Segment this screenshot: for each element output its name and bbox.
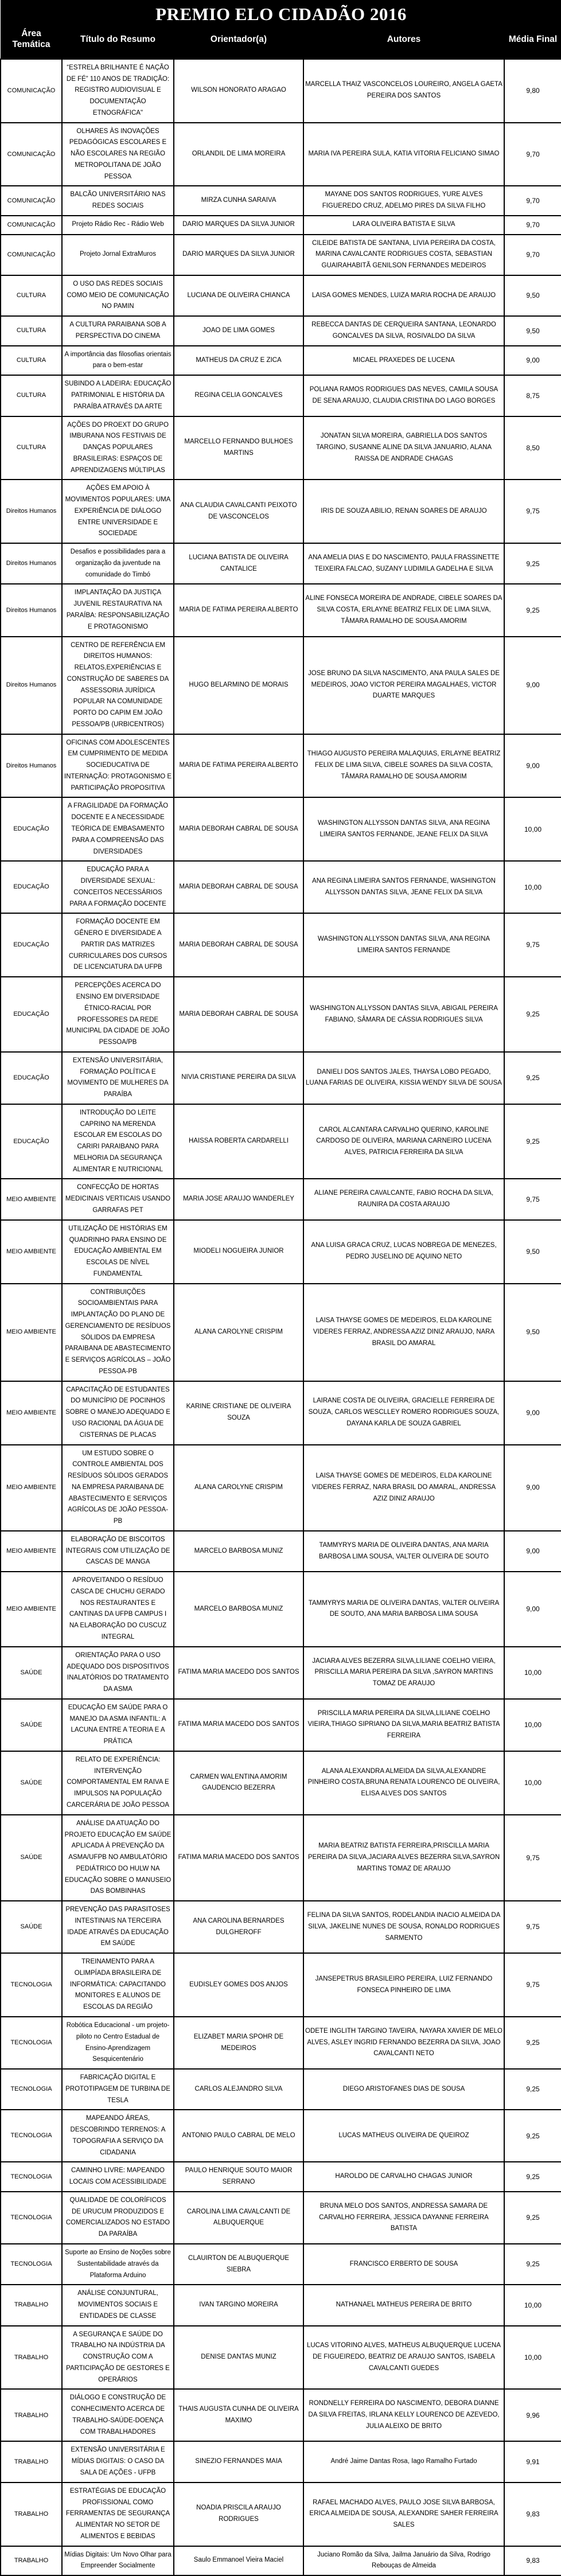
media-final-cell: 9,70 [504,186,561,216]
area-tematica-cell: Direitos Humanos [1,480,62,543]
titulo-resumo-cell: A SEGURANÇA E SAÚDE DO TRABALHO NA INDÚSTRIA DA CONSTRUÇÃO COM A PARTICIPAÇÃO DE GESTORES E OPERÁRIOS [62,2326,174,2390]
orientador-cell: DARIO MARQUES DA SILVA JUNIOR [174,216,303,235]
area-tematica-cell: COMUNICAÇÃO [1,123,62,186]
titulo-resumo-cell: CAPACITAÇÃO DE ESTUDANTES DO MUNICÍPIO DE POCINHOS SOBRE O MANEJO ADEQUADO E USO RACIONAL DA ÁGUA DE CISTERNAS DE PLACAS [62,1381,174,1445]
titulo-resumo-cell: AÇÕES EM APOIO À MOVIMENTOS POPULARES: UMA EXPERIÊNCIA DE DIÁLOGO ENTRE UNIVERSIDADE E SOCIEDADE [62,480,174,543]
titulo-resumo-cell: ELABORAÇÃO DE BISCOITOS INTEGRAIS COM UTILIZAÇÃO DE CASCAS DE MANGA [62,1531,174,1572]
orientador-cell: PAULO HENRIQUE SOUTO MAIOR SERRANO [174,2162,303,2192]
area-tematica-cell: TECNOLOGIA [1,2244,62,2285]
titulo-resumo-cell: EDUCAÇÃO PARA A DIVERSIDADE SEXUAL: CONCEITOS NECESSÁRIOS PARA A FORMAÇÃO DOCENTE [62,861,174,913]
autores-cell: DIEGO ARISTOFANES DIAS DE SOUSA [303,2069,504,2110]
table-row [1,1052,561,1104]
media-final-cell: 9,25 [504,1104,561,1179]
titulo-resumo-cell: A CULTURA PARAIBANA SOB A PERSPECTIVA DO CINEMA [62,316,174,346]
orientador-cell: MARIA DEBORAH CABRAL DE SOUSA [174,797,303,861]
autores-cell: ALINE FONSECA MOREIRA DE ANDRADE, CIBELE SOARES DA SILVA COSTA, ERLAYNE BEATRIZ FELIX DE LIMA SILVA, TÂMARA RAMALHO DE SOUSA AMORIM [303,584,504,636]
table-row [1,1445,561,1531]
autores-cell: RAFAEL MACHADO ALVES, PAULO JOSE SILVA BARBOSA, ERICA ALMEIDA DE SOUSA, ALEXANDRE SAHER FERREIRA SALES [303,2483,504,2546]
media-final-cell: 9,00 [504,346,561,376]
table-row [1,1381,561,1445]
area-tematica-cell: TRABALHO [1,2441,62,2482]
page-title: PREMIO ELO CIDADÃO 2016 [1,0,561,25]
titulo-resumo-cell: TREINAMENTO PARA A OLIMPÍADA BRASILEIRA DE INFORMÁTICA: CAPACITANDO MONITORES E ALUNOS DE ESCOLAS DA REGIÃO [62,1953,174,2017]
table-row [1,1647,561,1699]
autores-cell: André Jaime Dantas Rosa, Iago Ramalho Furtado [303,2441,504,2482]
titulo-resumo-cell: Projeto Rádio Rec - Rádio Web [62,216,174,235]
autores-cell: FELINA DA SILVA SANTOS, RODELANDIA INACIO ALMEIDA DA SILVA, JAKELINE NUNES DE SOUSA, RONALDO RODRIGUES SARMENTO [303,1901,504,1953]
table-row [1,235,561,275]
area-tematica-cell: Direitos Humanos [1,637,62,734]
titulo-resumo-cell: A FRAGILIDADE DA FORMAÇÃO DOCENTE E A NECESSIDADE TEÓRICA DE EMBASAMENTO PARA A COMPREENSÃO DAS DIVERSIDADES [62,797,174,861]
autores-cell: LAISA THAYSE GOMES DE MEDEIROS, ELDA KAROLINE VIDERES FERRAZ, NARA BRASIL DO AMARAL, ANDRESSA AZIZ DINIZ ARAUJO [303,1445,504,1531]
media-final-cell: 9,75 [504,480,561,543]
table-row [1,1220,561,1284]
autores-cell: NATHANAEL MATHEUS PEREIRA DE BRITO [303,2285,504,2325]
orientador-cell: MIRZA CUNHA SARAIVA [174,186,303,216]
area-tematica-cell: TRABALHO [1,2483,62,2546]
autores-cell: TAMMYRYS MARIA DE OLIVEIRA DANTAS, ANA MARIA BARBOSA LIMA SOUSA, VALTER OLIVEIRA DE SOUTO [303,1531,504,1572]
orientador-cell: MARCELO BARBOSA MUNIZ [174,1531,303,1572]
orientador-cell: FATIMA MARIA MACEDO DOS SANTOS [174,1815,303,1901]
orientador-cell: NIVIA CRISTIANE PEREIRA DA SILVA [174,1052,303,1104]
media-final-cell: 9,25 [504,2162,561,2192]
media-final-cell: 9,25 [504,2192,561,2244]
orientador-cell: MARIA DEBORAH CABRAL DE SOUSA [174,913,303,977]
titulo-resumo-cell: PERCEPÇÕES ACERCA DO ENSINO EM DIVERSIDADE ÉTNICO-RACIAL POR PROFESSORES DA REDE MUNICIPAL DA CIDADE DE JOÃO PESSOA/PB [62,977,174,1052]
area-tematica-cell: TECNOLOGIA [1,2017,62,2069]
table-row [1,543,561,584]
area-tematica-cell: MEIO AMBIENTE [1,1381,62,1445]
media-final-cell: 10,00 [504,1647,561,1699]
autores-cell: WASHINGTON ALLYSSON DANTAS SILVA, ABIGAIL PEREIRA FABIANO, SÂMARA DE CÁSSIA RODRIGUES SILVA [303,977,504,1052]
autores-cell: THIAGO AUGUSTO PEREIRA MALAQUIAS, ERLAYNE BEATRIZ FELIX DE LIMA SILVA, CIBELE SOARES DA SILVA COSTA, TÂMARA RAMALHO DE SOUSA AMORIM [303,734,504,798]
orientador-cell: MARCELLO FERNANDO BULHOES MARTINS [174,416,303,480]
area-tematica-cell: TECNOLOGIA [1,1953,62,2017]
orientador-cell: NOADIA PRISCILA ARAUJO RODRIGUES [174,2483,303,2546]
titulo-resumo-cell: FABRICAÇÃO DIGITAL E PROTOTIPAGEM DE TURBINA DE TESLA [62,2069,174,2110]
autores-cell: ANA REGINA LIMEIRA SANTOS FERNANDE, WASHINGTON ALLYSSON DANTAS SILVA, JEANE FELIX DA SILVA [303,861,504,913]
table-row [1,977,561,1052]
table-row [1,416,561,480]
autores-cell: CILEIDE BATISTA DE SANTANA, LIVIA PEREIRA DA COSTA, MARINA CAVALCANTE RODRIGUES COSTA, SEBASTIAN GUAIRAHABITÃ GENILSON FERNANDES MEDEIROS [303,235,504,275]
titulo-resumo-cell: Mídias Digitais: Um Novo Olhar para Empreender Socialmente [62,2546,174,2576]
table-row [1,1815,561,1901]
titulo-resumo-cell: Suporte ao Ensino de Noções sobre Sustentabilidade através da Plataforma Arduino [62,2244,174,2285]
autores-cell: POLIANA RAMOS RODRIGUES DAS NEVES, CAMILA SOUSA DE SENA ARAUJO, CLAUDIA CRISTINA DO LAGO BORGES [303,375,504,416]
area-tematica-cell: EDUCAÇÃO [1,1052,62,1104]
autores-cell: ALANA ALEXANDRA ALMEIDA DA SILVA,ALEXANDRE PINHEIRO COSTA,BRUNA RENATA LOURENCO DE OLIVEIRA, ELISA ALVES DOS SANTOS [303,1751,504,1815]
area-tematica-cell: MEIO AMBIENTE [1,1284,62,1381]
media-final-cell: 9,96 [504,2389,561,2441]
orientador-cell: FATIMA MARIA MACEDO DOS SANTOS [174,1647,303,1699]
table-body [1,59,561,2575]
autores-cell: FRANCISCO ERBERTO DE SOUSA [303,2244,504,2285]
title-banner [1,0,561,25]
autores-cell: LAISA THAYSE GOMES DE MEDEIROS, ELDA KAROLINE VIDERES FERRAZ, ANDRESSA AZIZ DINIZ ARAUJO, NARA BRASIL DO AMARAL [303,1284,504,1381]
autores-cell: WASHINGTON ALLYSSON DANTAS SILVA, ANA REGINA LIMEIRA SANTOS FERNANDE [303,913,504,977]
orientador-cell: ALANA CAROLYNE CRISPIM [174,1445,303,1531]
table-row [1,2441,561,2482]
titulo-resumo-cell: ESTRATÉGIAS DE EDUCAÇÃO PROFISSIONAL COMO FERRAMENTAS DE SEGURANÇA ALIMENTAR NO SETOR DE ALIMENTOS E BEBIDAS [62,2483,174,2546]
table-row [1,1284,561,1381]
titulo-resumo-cell: MAPEANDO ÁREAS, DESCOBRINDO TERRENOS: A TOPOGRAFIA A SERVIÇO DA CIDADANIA [62,2110,174,2162]
titulo-resumo-cell: CONTRIBUIÇÕES SOCIOAMBIENTAIS PARA IMPLANTAÇÃO DO PLANO DE GERENCIAMENTO DE RESÍDUOS SÓLIDOS DA EMPRESA PARAIBANA DE ABASTECIMENTO E SERVIÇOS AGRÍCOLAS – JOÃO PESSOA-PB [62,1284,174,1381]
titulo-resumo-cell: ANÁLISE DA ATUAÇÃO DO PROJETO EDUCAÇÃO EM SAÚDE APLICADA À PREVENÇÃO DA ASMA/UFPB NO AMBULATÓRIO PEDIÁTRICO DO HULW NA EDUCAÇÃO SOBRE O MANUSEIO DAS BOMBINHAS [62,1815,174,1901]
autores-cell: RONDNELLY FERREIRA DO NASCIMENTO, DEBORA DIANNE DA SILVA FREITAS, IRLANA KELLY LOURENCO DE AZEVEDO, JULIA ALEIXO DE BRITO [303,2389,504,2441]
orientador-cell: DARIO MARQUES DA SILVA JUNIOR [174,235,303,275]
table-row [1,637,561,734]
titulo-resumo-cell: APROVEITANDO O RESÍDUO CASCA DE CHUCHU GERADO NOS RESTAURANTES E CANTINAS DA UFPB CAMPUS I NA ELABORAÇÃO DO CUSCUZ INTEGRAL [62,1572,174,1647]
orientador-cell: MARIA DE FATIMA PEREIRA ALBERTO [174,734,303,798]
area-tematica-cell: CULTURA [1,416,62,480]
media-final-cell: 9,83 [504,2483,561,2546]
area-tematica-cell: SAÚDE [1,1647,62,1699]
titulo-resumo-cell: DIÁLOGO E CONSTRUÇÃO DE CONHECIMENTO ACERCA DE TRABALHO-SAÚDE-DOENÇA COM TRABALHADORES [62,2389,174,2441]
media-final-cell: 9,25 [504,2110,561,2162]
autores-cell: MICAEL PRAXEDES DE LUCENA [303,346,504,376]
area-tematica-cell: MEIO AMBIENTE [1,1572,62,1647]
media-final-cell: 9,70 [504,216,561,235]
table-row [1,913,561,977]
table-row [1,2546,561,2576]
media-final-cell: 10,00 [504,2326,561,2390]
area-tematica-cell: Direitos Humanos [1,734,62,798]
area-tematica-cell: TECNOLOGIA [1,2192,62,2244]
orientador-cell: FATIMA MARIA MACEDO DOS SANTOS [174,1699,303,1751]
table-row [1,2326,561,2390]
media-final-cell: 10,00 [504,1699,561,1751]
table-row [1,316,561,346]
titulo-resumo-cell: O USO DAS REDES SOCIAIS COMO MEIO DE COMUNICAÇÃO NO PAMIN [62,275,174,316]
area-tematica-cell: TRABALHO [1,2389,62,2441]
titulo-resumo-cell: OFICINAS COM ADOLESCENTES EM CUMPRIMENTO DE MEDIDA SOCIEDUCATIVA DE INTERNAÇÃO: PROTAGONISMO E PARTICIPAÇÃO PROPOSITIVA [62,734,174,798]
column-header-row [1,25,561,59]
table-row [1,2244,561,2285]
table-row [1,275,561,316]
area-tematica-cell: CULTURA [1,275,62,316]
titulo-resumo-cell: CONFECÇÃO DE HORTAS MEDICINAIS VERTICAIS USANDO GARRAFAS PET [62,1179,174,1219]
col-header-orientador: Orientador(a) [174,25,303,59]
autores-cell: JANSEPETRUS BRASILEIRO PEREIRA, LUIZ FERNANDO FONSECA PINHEIRO DE LIMA [303,1953,504,2017]
titulo-resumo-cell: AÇÕES DO PROEXT DO GRUPO IMBURANA NOS FESTIVAIS DE DANÇAS POPULARES BRASILEIRAS: ESPAÇOS DE APRENDIZAGENS MÚLTIPLAS [62,416,174,480]
autores-cell: CAROL ALCANTARA CARVALHO QUERINO, KAROLINE CARDOSO DE OLIVEIRA, MARIANA CARNEIRO LUCENA ALVES, PATRICIA FERREIRA DA SILVA [303,1104,504,1179]
autores-cell: ANA LUISA GRACA CRUZ, LUCAS NOBREGA DE MENEZES, PEDRO JUSELINO DE AQUINO NETO [303,1220,504,1284]
titulo-resumo-cell: BALCÃO UNIVERSITÁRIO NAS REDES SOCIAIS [62,186,174,216]
area-tematica-cell: TECNOLOGIA [1,2069,62,2110]
orientador-cell: MARIA DE FATIMA PEREIRA ALBERTO [174,584,303,636]
titulo-resumo-cell: Robótica Educacional - um projeto-piloto no Centro Estadual de Ensino-Aprendizagem Sesquicentenário [62,2017,174,2069]
area-tematica-cell: COMUNICAÇÃO [1,59,62,123]
orientador-cell: REGINA CELIA GONCALVES [174,375,303,416]
table-row [1,59,561,123]
table-row [1,2483,561,2546]
table-row [1,2389,561,2441]
table-row [1,1572,561,1647]
titulo-resumo-cell: RELATO DE EXPERIÊNCIA: INTERVENÇÃO COMPORTAMENTAL EM RAIVA E IMPULSOS NA POPULAÇÃO CARCERÁRIA DE JOÃO PESSOA [62,1751,174,1815]
table-row [1,584,561,636]
media-final-cell: 9,70 [504,123,561,186]
media-final-cell: 9,25 [504,2069,561,2110]
table-row [1,2110,561,2162]
orientador-cell: JOAO DE LIMA GOMES [174,316,303,346]
media-final-cell: 9,75 [504,1953,561,2017]
autores-cell: REBECCA DANTAS DE CERQUEIRA SANTANA, LEONARDO GONCALVES DA SILVA, ROSIVALDO DA SILVA [303,316,504,346]
table-row [1,2162,561,2192]
media-final-cell: 9,50 [504,1284,561,1381]
area-tematica-cell: TECNOLOGIA [1,2110,62,2162]
col-header-titulo-resumo: Título do Resumo [62,25,174,59]
area-tematica-cell: TECNOLOGIA [1,2162,62,2192]
autores-cell: LAIRANE COSTA DE OLIVEIRA, GRACIELLE FERREIRA DE SOUZA, CARLOS WESCLLEY ROMERO RODRIGUES SOUZA, DAYANA KARLA DE SOUZA GABRIEL [303,1381,504,1445]
media-final-cell: 9,75 [504,913,561,977]
orientador-cell: ORLANDIL DE LIMA MOREIRA [174,123,303,186]
area-tematica-cell: SAÚDE [1,1815,62,1901]
autores-cell: MARIA BEATRIZ BATISTA FERREIRA,PRISCILLA MARIA PEREIRA DA SILVA,JACIARA ALVES BEZERRA SILVA,SAYRON MARTINS TOMAZ DE ARAUJO [303,1815,504,1901]
orientador-cell: MARCELO BARBOSA MUNIZ [174,1572,303,1647]
table-row [1,480,561,543]
orientador-cell: MARIA JOSE ARAUJO WANDERLEY [174,1179,303,1219]
media-final-cell: 8,75 [504,375,561,416]
area-tematica-cell: EDUCAÇÃO [1,977,62,1052]
table-row [1,797,561,861]
autores-cell: JONATAN SILVA MOREIRA, GABRIELLA DOS SANTOS TARGINO, SUSANNE ALINE DA SILVA JANUARIO, ALANA RAISSA DE ANDRADE CHAGAS [303,416,504,480]
area-tematica-cell: COMUNICAÇÃO [1,186,62,216]
autores-cell: ANA AMELIA DIAS E DO NASCIMENTO, PAULA FRASSINETTE TEIXEIRA FALCAO, SUZANY LUDIMILA GADELHA E SILVA [303,543,504,584]
autores-cell: MARCELLA THAIZ VASCONCELOS LOUREIRO, ANGELA GAETA PEREIRA DOS SANTOS [303,59,504,123]
area-tematica-cell: TRABALHO [1,2326,62,2390]
orientador-cell: CAROLINA LIMA CAVALCANTI DE ALBUQUERQUE [174,2192,303,2244]
titulo-resumo-cell: EXTENSÃO UNIVERSITÁRIA E MÍDIAS DIGITAIS: O CASO DA SALA DE AÇÕES - UFPB [62,2441,174,2482]
media-final-cell: 9,25 [504,584,561,636]
table-header [1,0,561,59]
autores-cell: MARIA IVA PEREIRA SULA, KATIA VITORIA FELICIANO SIMAO [303,123,504,186]
media-final-cell: 9,75 [504,1815,561,1901]
col-header-area-tematica: Área Temática [1,25,62,59]
col-header-autores: Autores [303,25,504,59]
titulo-resumo-cell: CAMINHO LIVRE: MAPEANDO LOCAIS COM ACESSIBILIDADE [62,2162,174,2192]
area-tematica-cell: SAÚDE [1,1699,62,1751]
orientador-cell: MIODELI NOGUEIRA JUNIOR [174,1220,303,1284]
autores-cell: MAYANE DOS SANTOS RODRIGUES, YURE ALVES FIGUEREDO CRUZ, ADELMO PIRES DA SILVA FILHO [303,186,504,216]
area-tematica-cell: COMUNICAÇÃO [1,216,62,235]
orientador-cell: HUGO BELARMINO DE MORAIS [174,637,303,734]
orientador-cell: MARIA DEBORAH CABRAL DE SOUSA [174,977,303,1052]
titulo-resumo-cell: IMPLANTAÇÃO DA JUSTIÇA JUVENIL RESTAURATIVA NA PARAÍBA: RESPONSABILIZAÇÃO E PROTAGONISMO [62,584,174,636]
titulo-resumo-cell: EDUCAÇÃO EM SAÚDE PARA O MANEJO DA ASMA INFANTIL: A LACUNA ENTRE A TEORIA E A PRÁTICA [62,1699,174,1751]
area-tematica-cell: TRABALHO [1,2546,62,2576]
orientador-cell: HAISSA ROBERTA CARDARELLI [174,1104,303,1179]
orientador-cell: CLAUIRTON DE ALBUQUERQUE SIEBRA [174,2244,303,2285]
media-final-cell: 9,00 [504,1572,561,1647]
media-final-cell: 9,25 [504,543,561,584]
orientador-cell: Saulo Emmanoel Vieira Maciel [174,2546,303,2576]
media-final-cell: 9,00 [504,637,561,734]
media-final-cell: 10,00 [504,2285,561,2325]
orientador-cell: IVAN TARGINO MOREIRA [174,2285,303,2325]
titulo-resumo-cell: SUBINDO A LADEIRA: EDUCAÇÃO PATRIMONIAL E HISTÓRIA DA PARAÍBA ATRAVÉS DA ARTE [62,375,174,416]
autores-cell: ALIANE PEREIRA CAVALCANTE, FABIO ROCHA DA SILVA, RAUNIRA DA COSTA ARAUJO [303,1179,504,1219]
autores-cell: WASHINGTON ALLYSSON DANTAS SILVA, ANA REGINA LIMEIRA SANTOS FERNANDE, JEANE FELIX DA SILVA [303,797,504,861]
area-tematica-cell: EDUCAÇÃO [1,1104,62,1179]
area-tematica-cell: SAÚDE [1,1901,62,1953]
titulo-resumo-cell: OLHARES ÀS INOVAÇÕES PEDAGÓGICAS ESCOLARES E NÃO ESCOLARES NA REGIÃO METROPOLITANA DE JOÃO PESSOA [62,123,174,186]
autores-cell: ODETE INGLITH TARGINO TAVEIRA, NAYARA XAVIER DE MELO ALVES, ASLEY INGRID FERNANDO BEZERRA DA SILVA, JOAO CAVALCANTI NETO [303,2017,504,2069]
titulo-resumo-cell: UM ESTUDO SOBRE O CONTROLE AMBIENTAL DOS RESÍDUOS SÓLIDOS GERADOS NA EMPRESA PARAIBANA DE ABASTECIMENTO E SERVIÇOS AGRÍCOLAS DE JOÃO PESSOA-PB [62,1445,174,1531]
titulo-resumo-cell: A importância das filosofias orientais para o bem-estar [62,346,174,376]
titulo-resumo-cell: UTILIZAÇÃO DE HISTÓRIAS EM QUADRINHO PARA ENSINO DE EDUCAÇÃO AMBIENTAL EM ESCOLAS DE NÍVEL FUNDAMENTAL [62,1220,174,1284]
autores-cell: IRIS DE SOUZA ABILIO, RENAN SOARES DE ARAUJO [303,480,504,543]
table-row [1,1179,561,1219]
table-row [1,734,561,798]
area-tematica-cell: TRABALHO [1,2285,62,2325]
area-tematica-cell: Direitos Humanos [1,584,62,636]
table-row [1,2192,561,2244]
autores-cell: Juciano Romão da Silva, Jailma Januário da Silva, Rodrigo Rebouças de Almeida [303,2546,504,2576]
media-final-cell: 9,75 [504,1901,561,1953]
orientador-cell: THAIS AUGUSTA CUNHA DE OLIVEIRA MAXIMO [174,2389,303,2441]
area-tematica-cell: CULTURA [1,346,62,376]
media-final-cell: 10,00 [504,861,561,913]
titulo-resumo-cell: EXTENSÃO UNIVERSITÁRIA, FORMAÇÃO POLÍTICA E MOVIMENTO DE MULHERES DA PARAÍBA [62,1052,174,1104]
table-row [1,2069,561,2110]
media-final-cell: 9,00 [504,1381,561,1445]
autores-cell: JACIARA ALVES BEZERRA SILVA,LILIANE COELHO VIEIRA, PRISCILLA MARIA PEREIRA DA SILVA ,SAYRON MARTINS TOMAZ DE ARAUJO [303,1647,504,1699]
table-row [1,1104,561,1179]
table-row [1,1953,561,2017]
area-tematica-cell: MEIO AMBIENTE [1,1531,62,1572]
table-row [1,2285,561,2325]
table-row [1,2017,561,2069]
titulo-resumo-cell: ANÁLISE CONJUNTURAL, MOVIMENTOS SOCIAIS E ENTIDADES DE CLASSE [62,2285,174,2325]
table-row [1,1699,561,1751]
orientador-cell: WILSON HONORATO ARAGAO [174,59,303,123]
area-tematica-cell: CULTURA [1,316,62,346]
media-final-cell: 9,00 [504,1531,561,1572]
media-final-cell: 9,75 [504,1179,561,1219]
orientador-cell: ANA CAROLINA BERNARDES DULGHEROFF [174,1901,303,1953]
media-final-cell: 9,25 [504,977,561,1052]
autores-cell: DANIELI DOS SANTOS JALES, THAYSA LOBO PEGADO, LUANA FARIAS DE OLIVEIRA, KISSIA WENDY SILVA DE SOUSA [303,1052,504,1104]
titulo-resumo-cell: Projeto Jornal ExtraMuros [62,235,174,275]
table-row [1,1531,561,1572]
orientador-cell: ALANA CAROLYNE CRISPIM [174,1284,303,1381]
orientador-cell: MARIA DEBORAH CABRAL DE SOUSA [174,861,303,913]
orientador-cell: LUCIANA DE OLIVEIRA CHIANCA [174,275,303,316]
autores-cell: JOSE BRUNO DA SILVA NASCIMENTO, ANA PAULA SALES DE MEDEIROS, JOAO VICTOR PEREIRA MAGALHAES, VICTOR DUARTE MARQUES [303,637,504,734]
orientador-cell: ANA CLAUDIA CAVALCANTI PEIXOTO DE VASCONCELOS [174,480,303,543]
area-tematica-cell: EDUCAÇÃO [1,797,62,861]
orientador-cell: ANTONIO PAULO CABRAL DE MELO [174,2110,303,2162]
media-final-cell: 9,83 [504,2546,561,2576]
titulo-resumo-cell: PREVENÇÃO DAS PARASITOSES INTESTINAIS NA TERCEIRA IDADE ATRAVÉS DA EDUCAÇÃO EM SAÚDE [62,1901,174,1953]
media-final-cell: 9,50 [504,275,561,316]
media-final-cell: 9,25 [504,2017,561,2069]
table-row [1,1901,561,1953]
area-tematica-cell: MEIO AMBIENTE [1,1220,62,1284]
autores-cell: LAISA GOMES MENDES, LUIZA MARIA ROCHA DE ARAUJO [303,275,504,316]
titulo-resumo-cell: “ESTRELA BRILHANTE É NAÇÃO DE FÉ” 110 ANOS DE TRADIÇÃO: REGISTRO AUDIOVISUAL E DOCUMENTAÇÃO ETNOGRÁFICA" [62,59,174,123]
media-final-cell: 9,50 [504,316,561,346]
media-final-cell: 9,25 [504,1052,561,1104]
orientador-cell: CARMEN WALENTINA AMORIM GAUDENCIO BEZERRA [174,1751,303,1815]
autores-cell: LUCAS VITORINO ALVES, MATHEUS ALBUQUERQUE LUCENA DE FIGUEIREDO, BEATRIZ DE ARAUJO SANTOS, ISABELA CAVALCANTI GUEDES [303,2326,504,2390]
orientador-cell: EUDISLEY GOMES DOS ANJOS [174,1953,303,2017]
orientador-cell: SINEZIO FERNANDES MAIA [174,2441,303,2482]
orientador-cell: MATHEUS DA CRUZ E ZICA [174,346,303,376]
area-tematica-cell: COMUNICAÇÃO [1,235,62,275]
area-tematica-cell: MEIO AMBIENTE [1,1179,62,1219]
table-row [1,123,561,186]
table-row [1,186,561,216]
area-tematica-cell: EDUCAÇÃO [1,861,62,913]
media-final-cell: 9,25 [504,2244,561,2285]
autores-cell: BRUNA MELO DOS SANTOS, ANDRESSA SAMARA DE CARVALHO FERREIRA, JESSICA DAYANNE FERREIRA BATISTA [303,2192,504,2244]
table-row [1,216,561,235]
area-tematica-cell: MEIO AMBIENTE [1,1445,62,1531]
media-final-cell: 9,80 [504,59,561,123]
orientador-cell: DENISE DANTAS MUNIZ [174,2326,303,2390]
titulo-resumo-cell: FORMAÇÃO DOCENTE EM GÊNERO E DIVERSIDADE A PARTIR DAS MATRIZES CURRICULARES DOS CURSOS DE LICENCIATURA DA UFPB [62,913,174,977]
titulo-resumo-cell: Desafios e possibilidades para a organização da juventude na comunidade do Timbó [62,543,174,584]
titulo-resumo-cell: INTRODUÇÃO DO LEITE CAPRINO NA MERENDA ESCOLAR EM ESCOLAS DO CARIRI PARAIBANO PARA MELHORIA DA SEGURANÇA ALIMENTAR E NUTRICIONAL [62,1104,174,1179]
autores-cell: TAMMYRYS MARIA DE OLIVEIRA DANTAS, VALTER OLIVEIRA DE SOUTO, ANA MARIA BARBOSA LIMA SOUSA [303,1572,504,1647]
area-tematica-cell: Direitos Humanos [1,543,62,584]
media-final-cell: 9,00 [504,1445,561,1531]
media-final-cell: 9,00 [504,734,561,798]
col-header-media-final: Média Final [504,25,561,59]
autores-cell: PRISCILLA MARIA PEREIRA DA SILVA,LILIANE COELHO VIEIRA,THIAGO SIPRIANO DA SILVA,MARIA BEATRIZ BATISTA FERREIRA [303,1699,504,1751]
area-tematica-cell: SAÚDE [1,1751,62,1815]
table-row [1,346,561,376]
orientador-cell: KARINE CRISTIANE DE OLIVEIRA SOUZA [174,1381,303,1445]
titulo-resumo-cell: CENTRO DE REFERÊNCIA EM DIREITOS HUMANOS: RELATOS,EXPERIÊNCIAS E CONSTRUÇÃO DE SABERES DA ASSESSORIA JURÍDICA POPULAR NA COMUNIDADE PORTO DO CAPIM EM JOÃO PESSOA/PB (URBICENTROS) [62,637,174,734]
table-row [1,1751,561,1815]
autores-cell: LUCAS MATHEUS OLIVEIRA DE QUEIROZ [303,2110,504,2162]
media-final-cell: 10,00 [504,1751,561,1815]
table-row [1,375,561,416]
titulo-resumo-cell: ORIENTAÇÃO PARA O USO ADEQUADO DOS DISPOSITIVOS INALATÓRIOS DO TRATAMENTO DA ASMA [62,1647,174,1699]
orientador-cell: CARLOS ALEJANDRO SILVA [174,2069,303,2110]
media-final-cell: 9,70 [504,235,561,275]
media-final-cell: 10,00 [504,797,561,861]
media-final-cell: 9,50 [504,1220,561,1284]
media-final-cell: 9,91 [504,2441,561,2482]
titulo-resumo-cell: QUALIDADE DE COLORÍFICOS DE URUCUM PRODUZIDOS E COMERCIALIZADOS NO ESTADO DA PARAÍBA [62,2192,174,2244]
area-tematica-cell: EDUCAÇÃO [1,913,62,977]
table-row [1,861,561,913]
autores-cell: HAROLDO DE CARVALHO CHAGAS JUNIOR [303,2162,504,2192]
area-tematica-cell: CULTURA [1,375,62,416]
orientador-cell: ELIZABET MARIA SPOHR DE MEDEIROS [174,2017,303,2069]
media-final-cell: 8,50 [504,416,561,480]
autores-cell: LARA OLIVEIRA BATISTA E SILVA [303,216,504,235]
orientador-cell: LUCIANA BATISTA DE OLIVEIRA CANTALICE [174,543,303,584]
